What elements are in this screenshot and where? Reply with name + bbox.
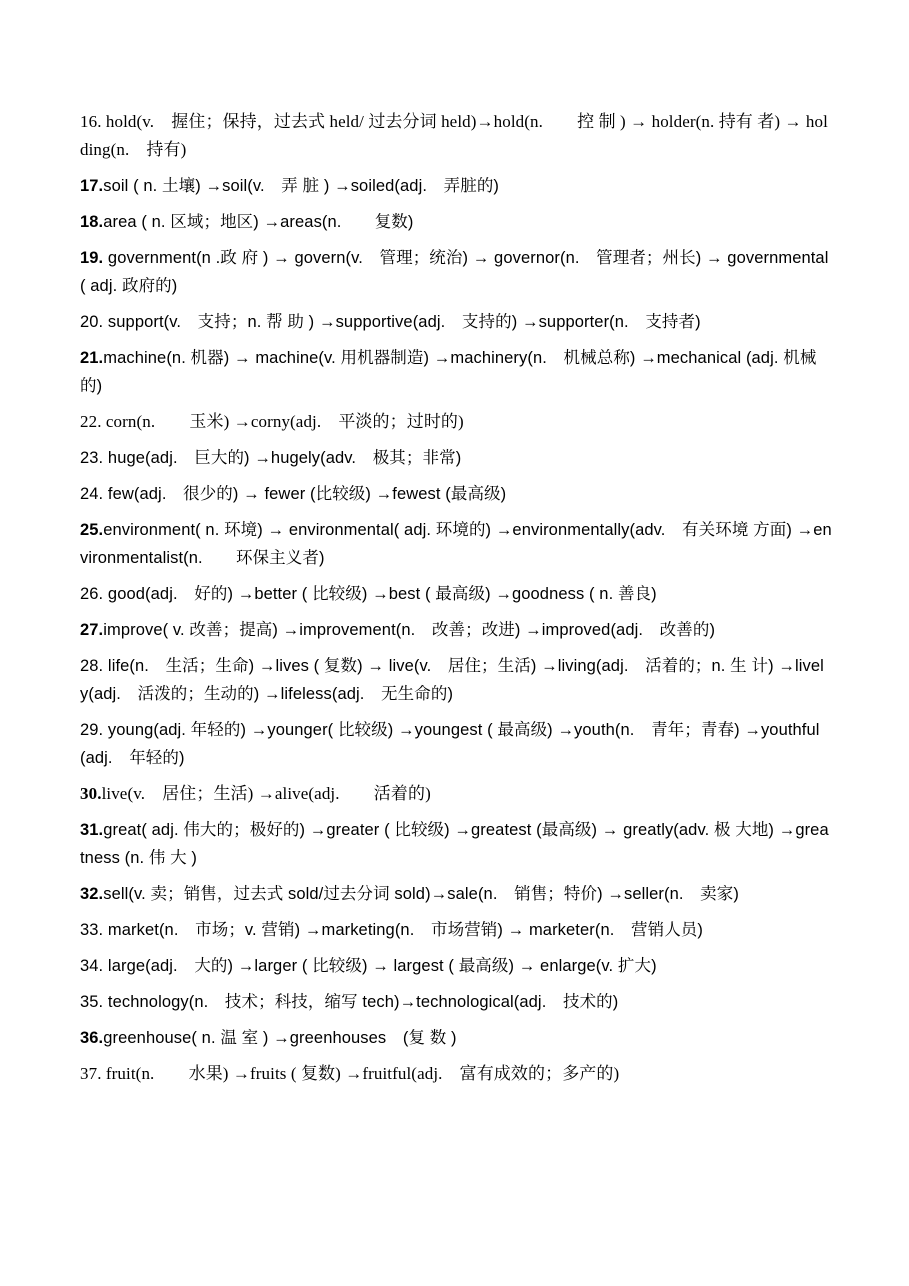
entry-text: area ( n. 区域；地区) →areas(n. 复数) (103, 213, 414, 231)
entry-text: technology(n. 技术；科技，缩写 tech)→technological(adj. 技术的) (103, 993, 619, 1011)
entry-text: hold(v. 握住；保持，过去式 held/ 过去分词 held)→hold(n. 控 制 ) → holder(n. 持有 者) → holding(n. 持有) (80, 112, 828, 159)
entry-number: 20. (80, 313, 104, 331)
entry-text: greenhouse( n. 温 室 ) →greenhouses (复 数 ) (103, 1029, 457, 1047)
entry-text: environment( n. 环境) → environmental( adj. 环境的) →environmentally(adv. 有关环境 方面) →environmentalist(n. 环保主义者) (80, 521, 832, 567)
entry-text: few(adj. 很少的) → fewer (比较级) →fewest (最高级) (103, 485, 507, 503)
entry-20 (80, 308, 832, 336)
entry-text: live(v. 居住；生活) →alive(adj. 活着的) (101, 784, 431, 803)
entry-21 (80, 344, 832, 400)
entry-number: 16. (80, 112, 102, 131)
entry-19 (80, 244, 832, 300)
entry-34 (80, 952, 832, 980)
entry-text: market(n. 市场；v. 营销) →marketing(n. 市场营销) → marketer(n. 营销人员) (103, 921, 703, 939)
entry-18 (80, 208, 832, 236)
entry-28 (80, 652, 832, 708)
entry-number: 26. (80, 585, 104, 603)
entry-23 (80, 444, 832, 472)
entry-number: 17. (80, 177, 104, 195)
entry-number: 27. (80, 621, 104, 639)
entry-number: 22. (80, 412, 102, 431)
entry-number: 35. (80, 993, 104, 1011)
entry-text: large(adj. 大的) →larger ( 比较级) → largest ( 最高级) → enlarge(v. 扩大) (103, 957, 657, 975)
entry-number: 19. (80, 249, 104, 267)
entry-number: 21. (80, 349, 104, 367)
entry-29 (80, 716, 832, 772)
entry-text: great( adj. 伟大的；极好的) →greater ( 比较级) →greatest (最高级) → greatly(adv. 极 大地) →greatness (n. 伟 大 ) (80, 821, 829, 867)
entry-text: soil ( n. 土壤) →soil(v. 弄 脏 ) →soiled(adj. 弄脏的) (103, 177, 500, 195)
entry-text: huge(adj. 巨大的) →hugely(adv. 极其；非常) (103, 449, 462, 467)
entry-33 (80, 916, 832, 944)
entry-text: fruit(n. 水果) →fruits ( 复数) →fruitful(adj. 富有成效的；多产的) (101, 1064, 620, 1083)
entry-25 (80, 516, 832, 572)
entry-number: 31. (80, 821, 104, 839)
entry-text: young(adj. 年轻的) →younger( 比较级) →youngest ( 最高级) →youth(n. 青年；青春) →youthful (adj. 年轻的) (80, 721, 820, 767)
entry-text: sell(v. 卖；销售，过去式 sold/过去分词 sold)→sale(n. 销售；特价) →seller(n. 卖家) (103, 885, 739, 903)
entry-number: 36. (80, 1029, 104, 1047)
entry-26 (80, 580, 832, 608)
entry-number: 28. (80, 657, 104, 675)
entry-number: 25. (80, 521, 104, 539)
entry-32 (80, 880, 832, 908)
entry-35 (80, 988, 832, 1016)
entry-text: support(v. 支持；n. 帮 助 ) →supportive(adj. 支持的) →supporter(n. 支持者) (103, 313, 701, 331)
entry-number: 33. (80, 921, 104, 939)
entry-27 (80, 616, 832, 644)
entry-number: 18. (80, 213, 104, 231)
entry-31 (80, 816, 832, 872)
entry-text: government(n .政 府 ) → govern(v. 管理；统治) → governor(n. 管理者；州长) → governmental( adj. 政府的) (80, 249, 829, 295)
entry-number: 37. (80, 1064, 102, 1083)
entry-text: improve( v. 改善；提高) →improvement(n. 改善；改进) →improved(adj. 改善的) (103, 621, 716, 639)
entry-text: corn(n. 玉米) →corny(adj. 平淡的；过时的) (101, 412, 464, 431)
entry-36 (80, 1024, 832, 1052)
entry-37 (80, 1060, 832, 1088)
entry-text: life(n. 生活；生命) →lives ( 复数) → live(v. 居住；生活) →living(adj. 活着的；n. 生 计) →lively(adj. 活泼的；生动的) →lifeless(adj. 无生命的) (80, 657, 824, 703)
entry-number: 24. (80, 485, 104, 503)
entry-number: 29. (80, 721, 104, 739)
entry-22 (80, 408, 832, 436)
entry-number: 32. (80, 885, 104, 903)
entry-30 (80, 780, 832, 808)
entry-number: 23. (80, 449, 104, 467)
entry-24 (80, 480, 832, 508)
vocabulary-list (80, 108, 832, 1096)
entry-16 (80, 108, 832, 164)
entry-text: good(adj. 好的) →better ( 比较级) →best ( 最高级) →goodness ( n. 善良) (103, 585, 657, 603)
entry-number: 34. (80, 957, 104, 975)
entry-number: 30. (80, 784, 102, 803)
entry-17 (80, 172, 832, 200)
entry-text: machine(n. 机器) → machine(v. 用机器制造) →machinery(n. 机械总称) →mechanical (adj. 机械的) (80, 349, 817, 395)
